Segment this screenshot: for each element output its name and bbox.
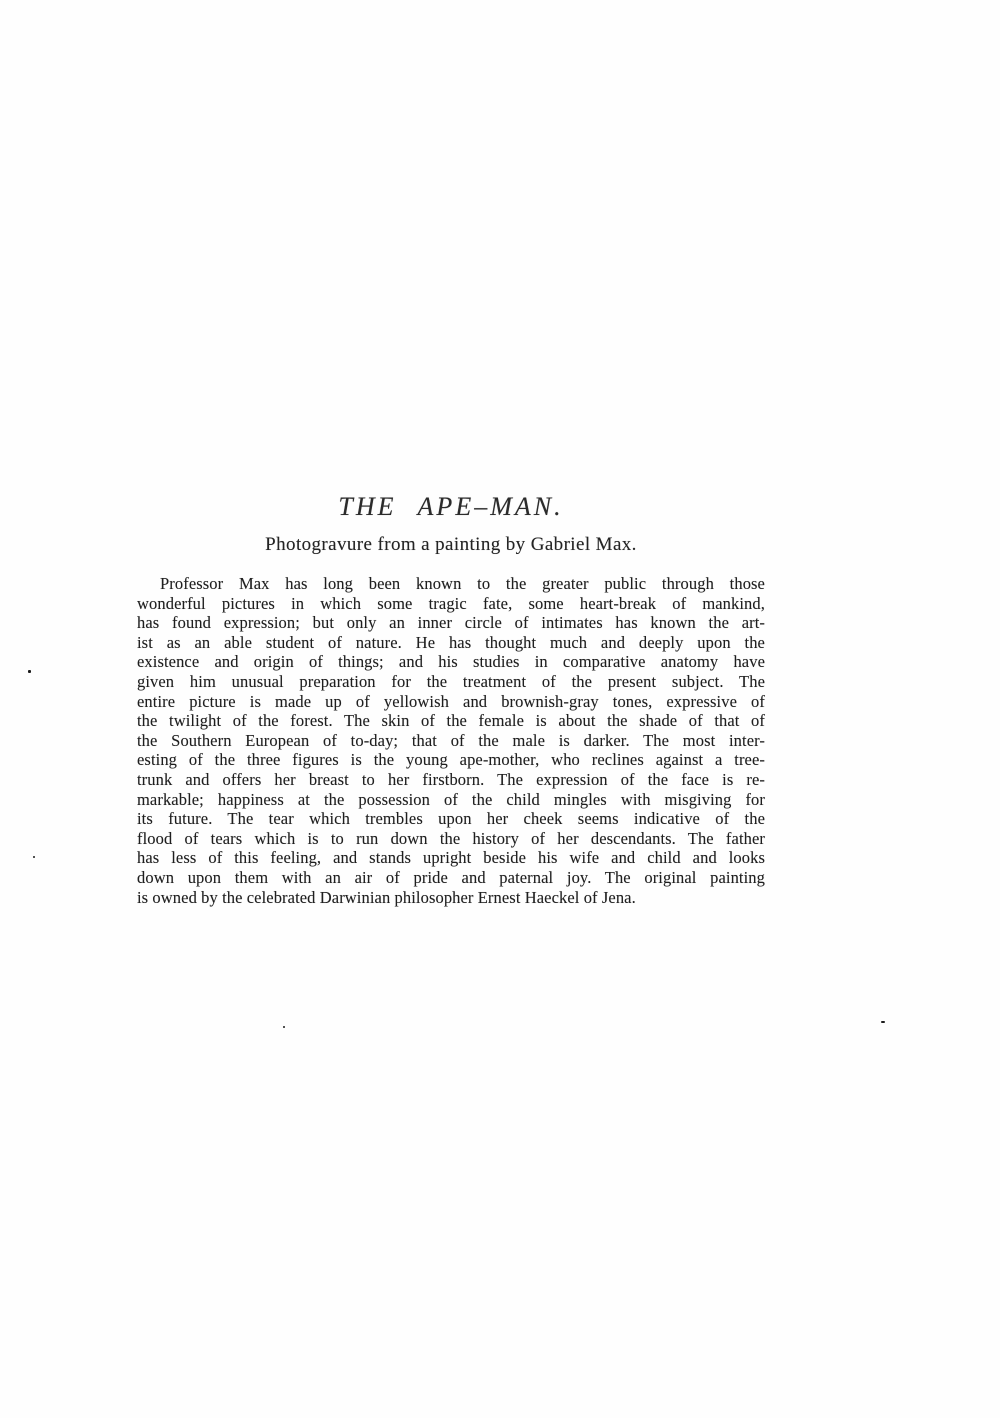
- page-title: THE APE–MAN.: [338, 492, 564, 521]
- paragraph-line: is owned by the celebrated Darwinian philosopher Ernest Haeckel of Jena.: [137, 887, 636, 907]
- paragraph-line: existence and origin of things; and his studies in comparative anatomy have: [137, 652, 765, 672]
- paragraph-line: has found expression; but only an inner circle of intimates has known the art-: [137, 613, 765, 633]
- paragraph-line: given him unusual preparation for the treatment of the present subject. The: [137, 671, 765, 691]
- ink-speck: [33, 856, 35, 858]
- paragraph-line: trunk and offers her breast to her firstborn. The expression of the face is re-: [137, 769, 765, 789]
- paragraph-line: the twilight of the forest. The skin of the female is about the shade of that of: [137, 711, 765, 731]
- paragraph-line: wonderful pictures in which some tragic fate, some heart-break of mankind,: [137, 593, 765, 613]
- ink-speck: [881, 1021, 885, 1023]
- paragraph-line: has less of this feeling, and stands upright beside his wife and child and looks: [137, 848, 765, 868]
- paragraph-line: its future. The tear which trembles upon her cheek seems indicative of the: [137, 809, 765, 829]
- paragraph-line: Professor Max has long been known to the greater public through those: [160, 574, 765, 593]
- paragraph-line: esting of the three figures is the young ape-mother, who reclines against a tree-: [137, 750, 765, 770]
- paragraph-line: markable; happiness at the possession of the child mingles with misgiving for: [137, 789, 765, 809]
- paragraph-line: the Southern European of to-day; that of the male is darker. The most inter-: [137, 730, 765, 750]
- paragraph-line: ist as an able student of nature. He has thought much and deeply upon the: [137, 632, 765, 652]
- body-paragraph: [137, 574, 765, 907]
- paragraph-line: entire picture is made up of yellowish and brownish-gray tones, expressive of: [137, 691, 765, 711]
- paragraph-line: down upon them with an air of pride and paternal joy. The original painting: [137, 867, 765, 887]
- page-subtitle: Photogravure from a painting by Gabriel Max.: [265, 534, 637, 555]
- ink-speck: [28, 670, 31, 673]
- ink-speck: [283, 1026, 285, 1028]
- paragraph-line: flood of tears which is to run down the history of her descendants. The father: [137, 828, 765, 848]
